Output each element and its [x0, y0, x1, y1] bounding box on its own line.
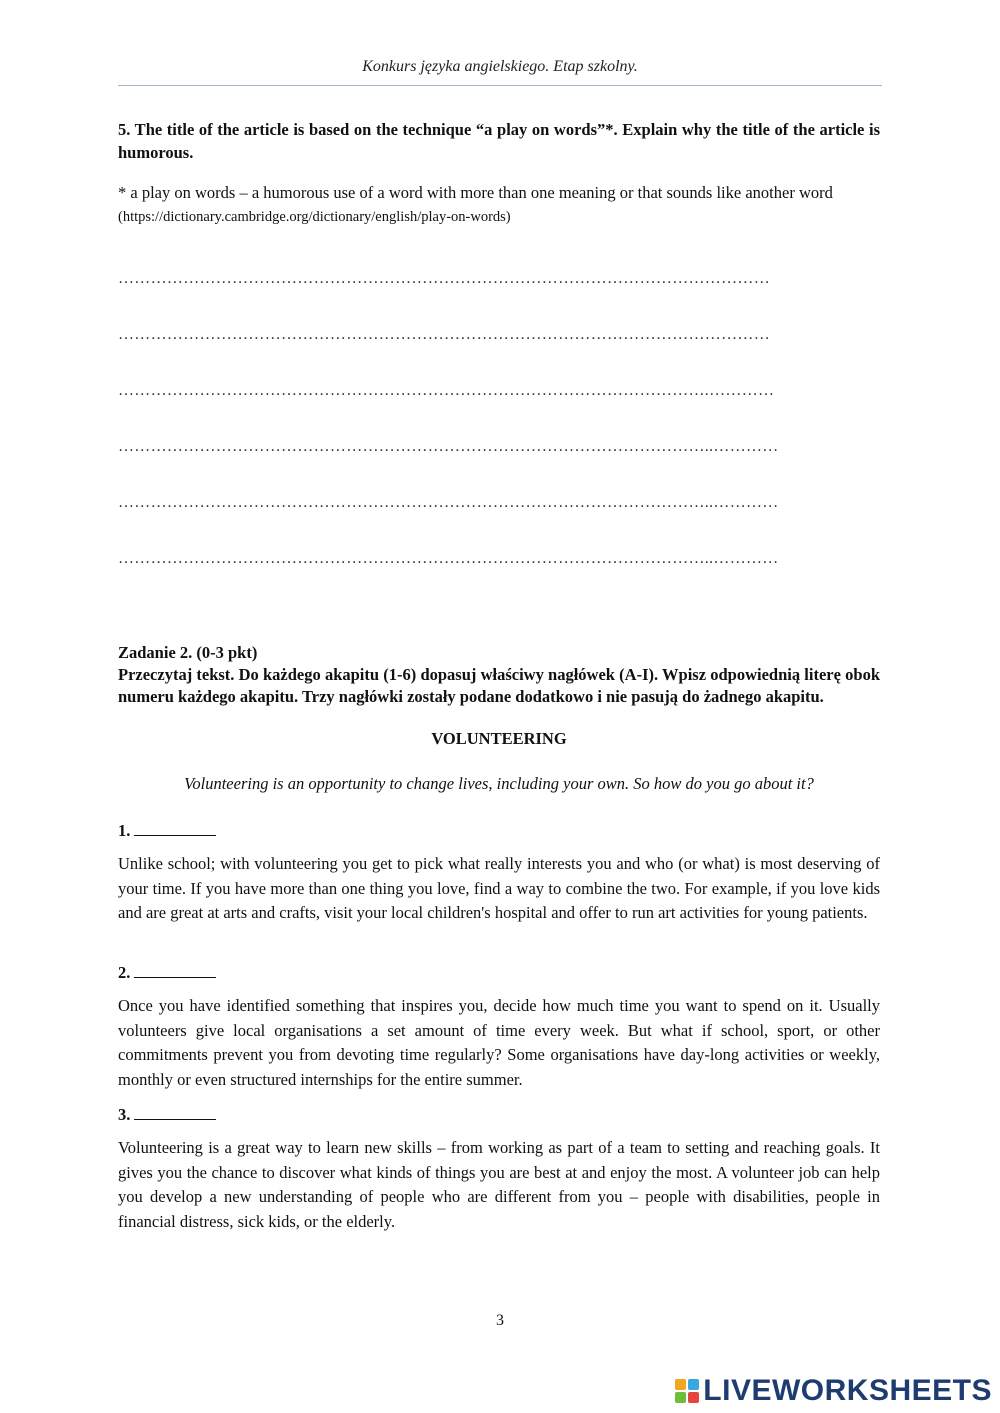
answer-line-6[interactable]: ………………………………………………………………………………………………..………… [118, 550, 779, 567]
footnote-text: * a play on words – a humorous use of a word with more than one meaning or that sounds like another word [118, 183, 833, 202]
answer-line-4[interactable]: ………………………………………………………………………………………………..………… [118, 438, 779, 455]
logo-square-2 [688, 1379, 699, 1390]
logo-square-1 [675, 1379, 686, 1390]
paragraph-3-text: Volunteering is a great way to learn new skills – from working as part of a team to setting and reaching goals. It gives you the chance to discover what kinds of things you are best at and enjoy the most. A volunteer job can help you develop a new understanding of people who are different from you – people with disabilities, people in financial distress, sick kids, or the elderly. [118, 1138, 880, 1231]
answer-line-1[interactable]: ………………………………………………………………………………………………………… [118, 270, 770, 287]
paragraph-2-number: 2. [118, 963, 131, 982]
answer-line-5[interactable]: ………………………………………………………………………………………………..………… [118, 494, 779, 511]
paragraph-1-answer [118, 820, 216, 841]
paragraph-2-answer [118, 962, 216, 983]
logo-square-3 [675, 1392, 686, 1403]
paragraph-3-number: 3. [118, 1105, 131, 1124]
paragraph-1-number: 1. [118, 821, 131, 840]
paragraph-1-text: Unlike school; with volunteering you get to pick what really interests you and who (or what) is most deserving of your time. If you have more than one thing you love, find a way to combine the two. For example, if you love kids and are great at arts and crafts, visit your local children's hospital and offer to run art activities for young patients. [118, 854, 880, 922]
header-divider [118, 85, 882, 86]
paragraph-2-blank[interactable] [134, 962, 216, 978]
answer-line-3[interactable]: ……………………………………………………………………………………………….………… [118, 382, 775, 399]
paragraph-2-text: Once you have identified something that inspires you, decide how much time you want to spend on it. Usually volunteers give local organisations a set amount of time every week. But what if school, sport, or other commitments prevent you from devoting time regularly? Some organisations have day-long activities or weekly, monthly or even structured internships for the entire summer. [118, 996, 880, 1089]
paragraph-3-answer [118, 1104, 216, 1125]
page-header: Konkurs języka angielskiego. Etap szkolny. [362, 58, 638, 75]
footnote-source: (https://dictionary.cambridge.org/dictionary/english/play-on-words) [118, 209, 511, 225]
page-number: 3 [496, 1312, 504, 1329]
article-intro: Volunteering is an opportunity to change lives, including your own. So how do you go about it? [184, 774, 814, 793]
logo-mark-icon [675, 1379, 699, 1403]
logo-text: LIVEWORKSHEETS [703, 1374, 992, 1407]
task-2-instructions: Przeczytaj tekst. Do każdego akapitu (1-6) dopasuj właściwy nagłówek (A-I). Wpisz odpowiednią literę obok numeru każdego akapitu. Trzy nagłówki zostały podane dodatkowo i nie pasują do żadnego akapitu. [118, 665, 880, 706]
task-2-heading: Zadanie 2. (0-3 pkt) [118, 643, 258, 662]
logo-square-4 [688, 1392, 699, 1403]
answer-line-2[interactable]: ………………………………………………………………………………………………………… [118, 326, 770, 343]
paragraph-3-blank[interactable] [134, 1104, 216, 1120]
paragraph-1-blank[interactable] [134, 820, 216, 836]
liveworksheets-logo [675, 1374, 992, 1408]
footnote [118, 181, 880, 229]
article-title: VOLUNTEERING [431, 729, 567, 748]
question-5-prompt: 5. The title of the article is based on the technique “a play on words”*. Explain why the title of the article is humorous. [118, 120, 880, 162]
